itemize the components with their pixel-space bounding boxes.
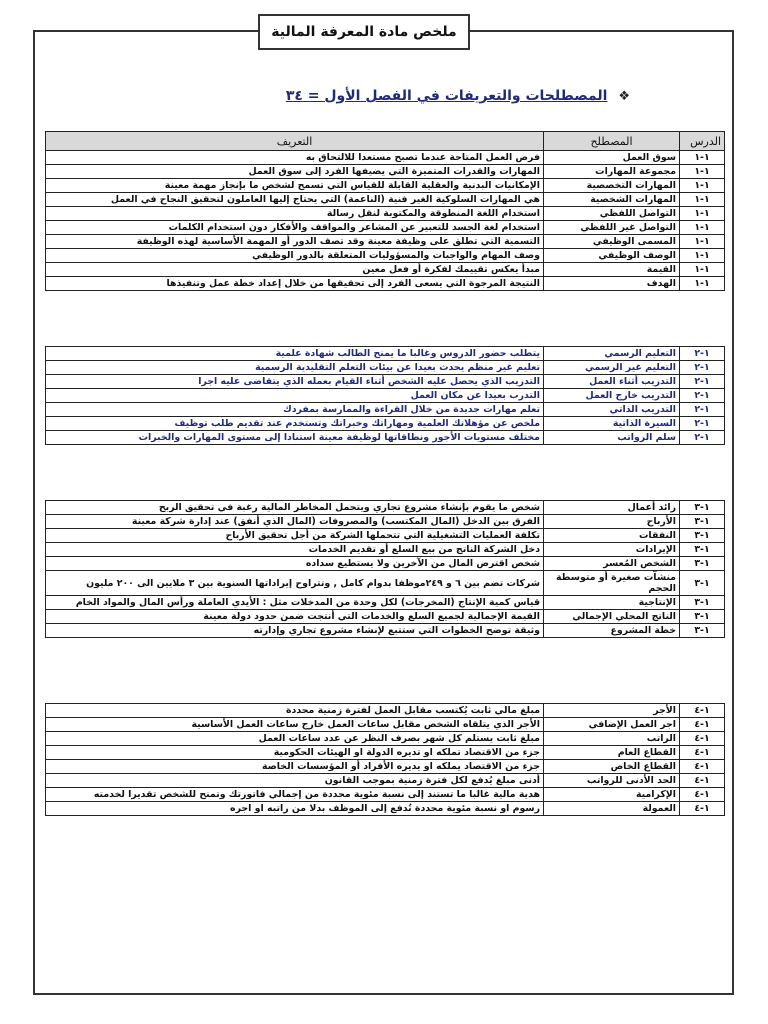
definition-cell: تكلفة العمليات التشغيلية التي تتحملها الشركة من أجل تحقيق الأرباح bbox=[46, 529, 544, 543]
table-row bbox=[46, 389, 725, 403]
term-cell: التعليم غير الرسمي bbox=[544, 361, 680, 375]
definition-cell: شخص اقترض المال من الآخرين ولا يستطيع سداده bbox=[46, 557, 544, 571]
table-row bbox=[46, 760, 725, 774]
term-cell: الأجر bbox=[544, 704, 680, 718]
definition-cell: دخل الشركة الناتج من بيع السلع أو تقديم الخدمات bbox=[46, 543, 544, 557]
definition-cell: وثيقة توضح الخطوات التي ستتبع لإنشاء مشروع تجاري وإدارته bbox=[46, 624, 544, 638]
term-cell: العمولة bbox=[544, 802, 680, 816]
header-definition: التعريف bbox=[46, 132, 544, 151]
diamond-bullet-icon: ❖ bbox=[618, 89, 630, 104]
table-row bbox=[46, 235, 725, 249]
definition-cell: رسوم او نسبة مئوية محددة تُدفع إلى الموظف بدلا من راتبه او اجره bbox=[46, 802, 544, 816]
table-row bbox=[46, 179, 725, 193]
definition-cell: شركات تضم بين ٦ و ٢٤٩موظفا بدوام كامل , وتتراوح إيراداتها السنوية بين ٣ ملايين الى ٢٠٠ مليون bbox=[46, 571, 544, 596]
definition-cell: القيمة الإجمالية لجميع السلع والخدمات التي أنتجت ضمن حدود دولة معينة bbox=[46, 610, 544, 624]
term-cell: التواصل غير اللفظي bbox=[544, 221, 680, 235]
definition-cell: الأجر الذي يتلقاه الشخص مقابل ساعات العمل خارج ساعات العمل الأساسية bbox=[46, 718, 544, 732]
table-row bbox=[46, 501, 725, 515]
term-cell: اجر العمل الإضافي bbox=[544, 718, 680, 732]
table-row bbox=[46, 347, 725, 361]
term-cell: الأرباح bbox=[544, 515, 680, 529]
term-cell: الإنتاجية bbox=[544, 596, 680, 610]
table-row bbox=[46, 543, 725, 557]
term-cell: مجموعة المهارات bbox=[544, 165, 680, 179]
lesson-cell: ١-١ bbox=[680, 165, 725, 179]
lesson-cell: ١-٤ bbox=[680, 788, 725, 802]
lesson-cell: ١-٢ bbox=[680, 403, 725, 417]
table-row bbox=[46, 417, 725, 431]
document-title: ملخص مادة المعرفة المالية bbox=[258, 14, 470, 50]
table-row bbox=[46, 557, 725, 571]
term-cell: رائد أعمال bbox=[544, 501, 680, 515]
lesson-cell: ١-١ bbox=[680, 151, 725, 165]
table-row bbox=[46, 788, 725, 802]
terms-table-lesson-1-2 bbox=[45, 346, 725, 445]
definition-cell: فرص العمل المتاحة عندما تصبح مستعدا للالتحاق به bbox=[46, 151, 544, 165]
lesson-cell: ١-١ bbox=[680, 179, 725, 193]
term-cell: التدريب خارج العمل bbox=[544, 389, 680, 403]
lesson-cell: ١-٣ bbox=[680, 610, 725, 624]
lesson-cell: ١-١ bbox=[680, 193, 725, 207]
definition-cell: الفرق بين الدخل (المال المكتسب) والمصروفات (المال الذي أنفق) عند إدارة شركة معينة bbox=[46, 515, 544, 529]
lesson-cell: ١-٤ bbox=[680, 802, 725, 816]
definition-cell: جزء من الاقتصاد تملكه او تديره الدولة او الهيئات الحكومية bbox=[46, 746, 544, 760]
lesson-cell: ١-٣ bbox=[680, 501, 725, 515]
definition-cell: النتيجة المرجوة التي يسعى الفرد إلى تحقيقها من خلال إعداد خطة عمل وتنفيذها bbox=[46, 277, 544, 291]
table-row bbox=[46, 571, 725, 596]
lesson-cell: ١-٢ bbox=[680, 389, 725, 403]
term-cell: الهدف bbox=[544, 277, 680, 291]
definition-cell: التسمية التي تطلق على وظيفة معينة وقد تصف الدور أو المهمة الأساسية لهذه الوظيفة bbox=[46, 235, 544, 249]
lesson-cell: ١-٤ bbox=[680, 746, 725, 760]
term-cell: القطاع العام bbox=[544, 746, 680, 760]
table-row bbox=[46, 746, 725, 760]
table-row bbox=[46, 193, 725, 207]
definition-cell: استخدام اللغة المنطوقة والمكتوبة لنقل رسالة bbox=[46, 207, 544, 221]
terms-table-lesson-1-1 bbox=[45, 131, 725, 291]
terms-table-lesson-1-4 bbox=[45, 703, 725, 816]
lesson-cell: ١-٤ bbox=[680, 704, 725, 718]
term-cell: الناتج المحلي الإجمالي bbox=[544, 610, 680, 624]
term-cell: القطاع الخاص bbox=[544, 760, 680, 774]
definition-cell: استخدام لغة الجسد للتعبير عن المشاعر والمواقف والأفكار دون استخدام الكلمات bbox=[46, 221, 544, 235]
definition-cell: ملخص عن مؤهلاتك العلمية ومهاراتك وخبراتك وتستخدم عند تقديم طلب توظيف bbox=[46, 417, 544, 431]
table-row bbox=[46, 704, 725, 718]
terms-table-lesson-1-3 bbox=[45, 500, 725, 638]
lesson-cell: ١-٤ bbox=[680, 774, 725, 788]
term-cell: الراتب bbox=[544, 732, 680, 746]
term-cell: القيمة bbox=[544, 263, 680, 277]
definition-cell: جزء من الاقتصاد يملكه او يديره الأفراد أو المؤسسات الخاصة bbox=[46, 760, 544, 774]
table-row bbox=[46, 596, 725, 610]
header-lesson: الدرس bbox=[680, 132, 725, 151]
table-row bbox=[46, 610, 725, 624]
table-row bbox=[46, 207, 725, 221]
lesson-cell: ١-١ bbox=[680, 235, 725, 249]
term-cell: المسمى الوظيفي bbox=[544, 235, 680, 249]
definition-cell: مبلغ ثابت يستلم كل شهر بصرف النظر عن عدد ساعات العمل bbox=[46, 732, 544, 746]
table-row bbox=[46, 515, 725, 529]
lesson-cell: ١-٤ bbox=[680, 718, 725, 732]
lesson-cell: ١-٢ bbox=[680, 431, 725, 445]
definition-cell: شخص ما يقوم بإنشاء مشروع تجاري ويتحمل المخاطر المالية رغبة في تحقيق الربح bbox=[46, 501, 544, 515]
lesson-cell: ١-١ bbox=[680, 207, 725, 221]
term-cell: الوصف الوظيفي bbox=[544, 249, 680, 263]
term-cell: خطة المشروع bbox=[544, 624, 680, 638]
definition-cell: مبلغ مالي ثابت يُكتسب مقابل العمل لفترة زمنية محددة bbox=[46, 704, 544, 718]
term-cell: سلم الرواتب bbox=[544, 431, 680, 445]
term-cell: الإكرامية bbox=[544, 788, 680, 802]
definition-cell: هي المهارات السلوكية الغير فنية (الناعمة) التي يحتاج إليها العاملون لتحقيق النجاح في العمل bbox=[46, 193, 544, 207]
table-row bbox=[46, 529, 725, 543]
lesson-cell: ١-٢ bbox=[680, 417, 725, 431]
lesson-cell: ١-١ bbox=[680, 277, 725, 291]
term-cell: المهارات التخصصية bbox=[544, 179, 680, 193]
term-cell: التدريب الذاتي bbox=[544, 403, 680, 417]
term-cell: سوق العمل bbox=[544, 151, 680, 165]
lesson-cell: ١-٣ bbox=[680, 543, 725, 557]
definition-cell: قياس كمية الإنتاج (المخرجات) لكل وحدة من المدخلات مثل : الأيدي العاملة ورأس المال والمواد الخام bbox=[46, 596, 544, 610]
definition-cell: تعليم غير منظم يحدث بعيدا عن بيئات التعلم التقليدية الرسمية bbox=[46, 361, 544, 375]
table-row bbox=[46, 732, 725, 746]
lesson-cell: ١-٣ bbox=[680, 624, 725, 638]
header-term: المصطلح bbox=[544, 132, 680, 151]
definition-cell: مبدأ يعكس تقييمك لفكرة أو فعل معين bbox=[46, 263, 544, 277]
table-row bbox=[46, 277, 725, 291]
term-cell: النفقات bbox=[544, 529, 680, 543]
definition-cell: التدريب الذي يحصل عليه الشخص أثناء القيام بعمله الذي يتقاضى عليه اجرا bbox=[46, 375, 544, 389]
term-cell: المهارات الشخصية bbox=[544, 193, 680, 207]
definition-cell: المهارات والقدرات المتميزة التي يضيفها الفرد إلى سوق العمل bbox=[46, 165, 544, 179]
lesson-cell: ١-٢ bbox=[680, 361, 725, 375]
table-row bbox=[46, 774, 725, 788]
definition-cell: أدنى مبلغ يُدفع لكل فترة زمنية بموجب القانون bbox=[46, 774, 544, 788]
lesson-cell: ١-٣ bbox=[680, 557, 725, 571]
definition-cell: الإمكانيات البدنية والعقلية القابلة للقياس التي تسمح لشخص ما بإنجاز مهمة معينة bbox=[46, 179, 544, 193]
lesson-cell: ١-٤ bbox=[680, 760, 725, 774]
table-row bbox=[46, 249, 725, 263]
lesson-cell: ١-٢ bbox=[680, 375, 725, 389]
lesson-cell: ١-١ bbox=[680, 221, 725, 235]
table-row bbox=[46, 361, 725, 375]
definition-cell: مختلف مستويات الأجور ونطاقاتها لوظيفة معينة استنادا إلى مستوى المهارات والخبرات bbox=[46, 431, 544, 445]
table-row bbox=[46, 263, 725, 277]
lesson-cell: ١-٣ bbox=[680, 571, 725, 596]
term-cell: السيرة الذاتية bbox=[544, 417, 680, 431]
table-row bbox=[46, 403, 725, 417]
lesson-cell: ١-٤ bbox=[680, 732, 725, 746]
table-row bbox=[46, 165, 725, 179]
lesson-cell: ١-١ bbox=[680, 249, 725, 263]
table-row bbox=[46, 431, 725, 445]
definition-cell: وصف المهام والواجبات والمسؤوليات المتعلقة بالدور الوظيفي bbox=[46, 249, 544, 263]
term-cell: التعليم الرسمي bbox=[544, 347, 680, 361]
table-row bbox=[46, 802, 725, 816]
lesson-cell: ١-٢ bbox=[680, 347, 725, 361]
term-cell: الحد الأدنى للرواتب bbox=[544, 774, 680, 788]
definition-cell: تعلم مهارات جديدة من خلال القراءة والممارسة بمفردك bbox=[46, 403, 544, 417]
table-row bbox=[46, 221, 725, 235]
table-row bbox=[46, 624, 725, 638]
table-header-row bbox=[46, 132, 725, 151]
lesson-cell: ١-١ bbox=[680, 263, 725, 277]
term-cell: الإيرادات bbox=[544, 543, 680, 557]
definition-cell: هدية مالية غالبا ما تستند إلى نسبة مئوية محددة من إجمالي فاتورتك وتمنح للشخص تقديرا لخدمته bbox=[46, 788, 544, 802]
term-cell: منشآت صغيرة أو متوسطة الحجم bbox=[544, 571, 680, 596]
table-row bbox=[46, 151, 725, 165]
table-row bbox=[46, 718, 725, 732]
table-row bbox=[46, 375, 725, 389]
definition-cell: التدرب بعيدا عن مكان العمل bbox=[46, 389, 544, 403]
definition-cell: يتطلب حضور الدروس وغالبا ما يمنح الطالب شهادة علمية bbox=[46, 347, 544, 361]
lesson-cell: ١-٣ bbox=[680, 596, 725, 610]
section-heading-text: المصطلحات والتعريفات في الفصل الأول = ٣٤ bbox=[285, 88, 608, 104]
section-heading bbox=[285, 88, 630, 104]
lesson-cell: ١-٣ bbox=[680, 515, 725, 529]
lesson-cell: ١-٣ bbox=[680, 529, 725, 543]
term-cell: التواصل اللفظي bbox=[544, 207, 680, 221]
term-cell: الشخص المُعسر bbox=[544, 557, 680, 571]
term-cell: التدريب أثناء العمل bbox=[544, 375, 680, 389]
